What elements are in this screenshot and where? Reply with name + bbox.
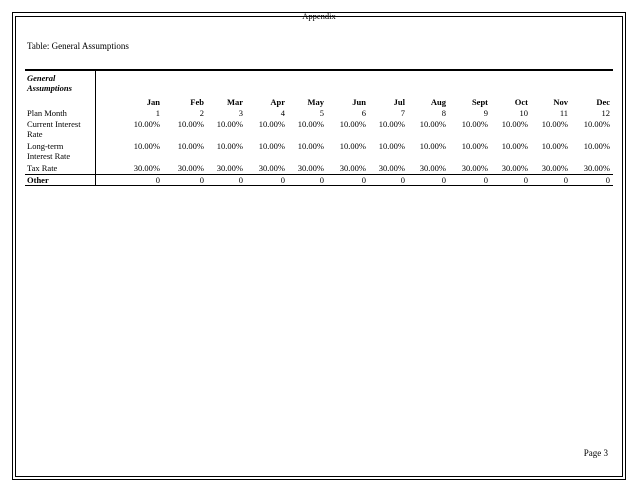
month-header: Nov (553, 97, 568, 107)
month-header: Aug (430, 97, 446, 107)
table-cell: 10.00% (541, 141, 568, 151)
table-cell: 10.00% (177, 141, 204, 151)
table-cell: 10.00% (339, 141, 366, 151)
table-cell: 9 (483, 108, 488, 118)
table-cell: 30.00% (461, 163, 488, 173)
table-cell: 10.00% (297, 141, 324, 151)
table-cell: 10.00% (378, 141, 405, 151)
table-cell: 0 (280, 175, 285, 185)
table-cell: 30.00% (583, 163, 610, 173)
table-cell: 10.00% (216, 141, 243, 151)
row-label-line: Long-term (27, 141, 64, 151)
table-cell: 0 (605, 175, 610, 185)
section-label (27, 73, 72, 93)
table-cell: 0 (238, 175, 243, 185)
table-cell: 30.00% (541, 163, 568, 173)
table-cell: 30.00% (216, 163, 243, 173)
table-cell: 30.00% (297, 163, 324, 173)
table-cell: 10.00% (177, 119, 204, 129)
month-header: Mar (226, 97, 243, 107)
other-row-top-rule (25, 174, 613, 175)
table-cell: 30.00% (339, 163, 366, 173)
row-label-line: Current Interest (27, 119, 81, 129)
table-cell: 10.00% (133, 141, 160, 151)
section-label-line: General (27, 73, 56, 83)
table-cell: 30.00% (419, 163, 446, 173)
table-cell: 10.00% (461, 141, 488, 151)
table-cell: 12 (601, 108, 610, 118)
table-cell: 30.00% (501, 163, 528, 173)
table-cell: 5 (319, 108, 324, 118)
table-cell: 0 (319, 175, 324, 185)
table-cell: 30.00% (133, 163, 160, 173)
month-header: Apr (270, 97, 285, 107)
row-label (27, 163, 95, 173)
table-cell: 10.00% (378, 119, 405, 129)
table-top-rule (25, 69, 613, 71)
month-header: Sept (471, 97, 488, 107)
month-header: Jun (352, 97, 366, 107)
table-cell: 3 (238, 108, 243, 118)
row-label (27, 108, 95, 118)
table-cell: 30.00% (177, 163, 204, 173)
table-cell: 0 (523, 175, 528, 185)
table-cell: 10.00% (583, 119, 610, 129)
month-header: May (307, 97, 324, 107)
month-header: Jul (393, 97, 405, 107)
row-label-line: Interest Rate (27, 151, 71, 161)
month-header: Jan (146, 97, 160, 107)
table-cell: 10.00% (501, 141, 528, 151)
month-header: Dec (596, 97, 610, 107)
table-cell: 10.00% (258, 119, 285, 129)
table-cell: 10.00% (258, 141, 285, 151)
row-label-line: Other (27, 175, 49, 185)
table-cell: 10 (519, 108, 528, 118)
table-cell: 10.00% (501, 119, 528, 129)
table-cell: 0 (483, 175, 488, 185)
table-cell: 0 (155, 175, 160, 185)
table-cell: 11 (559, 108, 568, 118)
table-cell: 10.00% (541, 119, 568, 129)
table-cell: 10.00% (297, 119, 324, 129)
section-label-line: Assumptions (27, 83, 72, 93)
table-cell: 1 (155, 108, 160, 118)
table-cell: 10.00% (339, 119, 366, 129)
month-header: Oct (514, 97, 528, 107)
label-column-divider (95, 70, 96, 186)
table-cell: 0 (441, 175, 446, 185)
table-bottom-rule (25, 185, 613, 186)
table-cell: 0 (199, 175, 204, 185)
table-cell: 4 (280, 108, 285, 118)
table-cell: 0 (563, 175, 568, 185)
table-cell: 8 (441, 108, 446, 118)
month-header: Feb (190, 97, 204, 107)
table-cell: 0 (361, 175, 366, 185)
table-cell: 30.00% (258, 163, 285, 173)
row-label (27, 119, 95, 139)
row-label-line: Tax Rate (27, 163, 58, 173)
table-cell: 6 (361, 108, 366, 118)
row-label (27, 141, 95, 161)
table-cell: 7 (400, 108, 405, 118)
table-cell: 10.00% (583, 141, 610, 151)
table-cell: 10.00% (461, 119, 488, 129)
page-header: Appendix (302, 11, 336, 21)
table-cell: 2 (199, 108, 204, 118)
table-cell: 30.00% (378, 163, 405, 173)
row-label-line: Plan Month (27, 108, 67, 118)
row-label-line: Rate (27, 129, 43, 139)
table-cell: 10.00% (216, 119, 243, 129)
table-cell: 0 (400, 175, 405, 185)
table-cell: 10.00% (419, 119, 446, 129)
row-label (27, 175, 95, 185)
page-number: Page 3 (583, 448, 608, 458)
table-title: Table: General Assumptions (27, 41, 129, 51)
table-cell: 10.00% (133, 119, 160, 129)
page-frame-inner (15, 16, 623, 477)
table-cell: 10.00% (419, 141, 446, 151)
